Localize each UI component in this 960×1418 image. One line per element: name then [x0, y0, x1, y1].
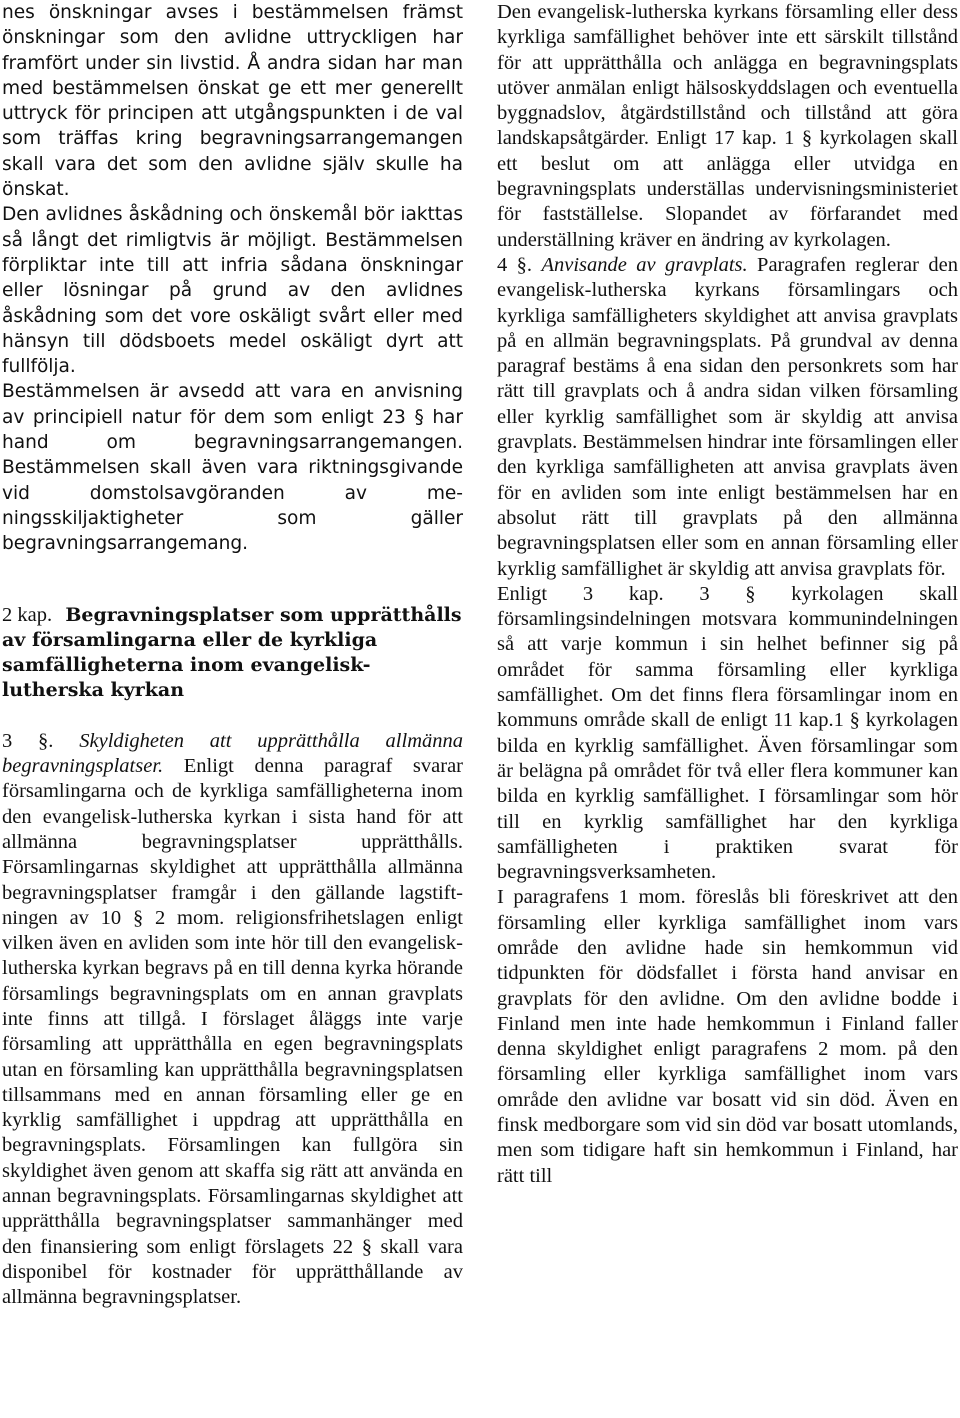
paragraph-parish-division: Enligt 3 kap. 3 § kyrkolagen skall församlingsindelningen motsvara kommunindelningen så att varje kommun i sin helhet befinner sig på området för samma församling eller kyrkliga samfällighet. Om det finns flera församlingar inom en kommuns område skall de enligt 11 kap.1 § kyrkolagen bilda en kyrklig samfällighet. Även församlingar som är belägna på området för två eller flera kommuner kan bilda en kyrklig samfällighet. I församlingar som hör till en kyrklig samfällighet har den kyrkliga samfälligheten i praktiken svarat för begravningsverksamheten. [497, 582, 958, 884]
section-3-title: Skyldigheten att upprätthålla allmänna begravningsplatser. [2, 729, 463, 778]
section-4-body: Paragrafen reglerar den evangelisk-lutherska kyrkans församlingars och kyrkliga samfälligheters skyldighet att anvisa gravplats på en allmän begravningsplats. På grundval av denna paragraf bestäms å ena sidan den personkrets som har rätt till gravplats och å andra sidan vilken församling eller kyrklig samfällighet som är skyldig att anvisa gravplats. Bestämmelsen hindrar inte församlingen eller den kyrkliga samfälligheten att anvisa gravplats även för en avliden som inte enligt bestämmelsen har en absolut rätt till gravplats på den allmänna begravningsplatsen eller som en annan församling eller kyrklig samfällighet är skyldig att anvisa gravplats för. [497, 253, 958, 580]
section-3-body: Enligt denna paragraf svarar församlingarna och de kyrkliga samfälligheterna inom den evangelisk-lutherska kyrkan i sista hand för att allmänna begravningsplatser upprätthålls. Församlingarnas skyldighet att upprätthålla allmänna begravningsplatser framgår i den gällande lagstiftningen av 10 § 2 mom. religionsfrihetslagen enligt vilken även en avliden som inte hör till den evangelisk-lutherska kyrkan begravs på en till denna kyrka hörande församlings begravningsplats om en annan gravplats inte finns att tillgå. I förslaget åläggs inte varje församling att upprätthålla en egen begravningsplats utan en församling kan upprätthålla begravningsplatsen tillsammans med en annan församling eller ge en kyrklig samfällighet i uppdrag att upprätthålla en begravningsplats. Församlingen kan fullgöra sin skyldighet även genom att skaffa sig rätt att använda en annan begravningsplats. Församlingarnas skyldighet att upprätthålla begravningsplatser sammanhänger med den finansiering som enligt förslagets 22 § skall vara disponibel för kostnader för upprätthållande av allmänna begravningsplatser. [2, 755, 463, 1309]
paragraph-deceased-wishes: Den avlidnes åskådning och önskemål bör iakttas så långt det rimligtvis är möjligt. Bestämmelsen förpliktar inte till att infria sådаna önskningar eller lösningar på grund av den avlidnes åskådning som det vore oskäligt svårt eller med hänsyn till dödsboets medel oskäligt dyrt att fullfölja. [2, 204, 463, 378]
section-3-number: 3 §. [2, 729, 54, 752]
right-column [497, 0, 958, 1189]
paragraph-intro-continuation: nes önskningar avses i bestämmelsen främst önskningar som den avlidne uttryckligen har framfört under sin livstid. Å andra sidan har man med bestämmelsen önskat ge ett mer generellt uttryck för principen att utgångspunkten i de val som träffas kring begravningsarrangemangen skall vara det som den avlidne själv skulle ha önskat. [2, 2, 463, 201]
section-3 [2, 729, 463, 1311]
chapter-title: Begravningsplatser som upprätthålls av församlingarna eller de kyrkliga samfälligheterna inom evangelisk-lutherska kyrkan [2, 603, 462, 702]
chapter-number: 2 kap. [2, 603, 53, 626]
section-4-number: 4 §. [497, 253, 533, 276]
paragraph-permits: Den evangelisk-lutherska kyrkans församling eller dess kyrkliga samfällighet behöver inte ett särskilt tillstånd för att upprätthålla och anlägga en begravningsplats utöver anmälan enligt hälsoskyddslagen och eventuella byggnadslov, åtgärdstillstånd och tillstånd att göra landskapsåtgärder. Enligt 17 kap. 1 § kyrkolagen skall ett beslut om att anlägga eller utvidga en begravningsplats underställas undervisningsministeriet för fastställelse. Slopandet av förfarandet med underställning kräver en ändring av kyrkolagen. [497, 1, 958, 251]
left-column [2, 0, 463, 1311]
paragraph-guidance: Bestämmelsen är avsedd att vara en anvisning av principiell natur för dem som enligt 23 § har hand om begravningsarrangemangen. Bestämmelsen skall även vara riktningsgivande vid domstolsavgöranden av meningsskiljaktigheter som gäller begravningsarrangemang. [2, 381, 463, 555]
section-4 [497, 253, 958, 582]
chapter-heading [2, 603, 463, 704]
section-4-title: Anvisande av gravplats. [541, 253, 748, 276]
paragraph-moment-1: I paragrafens 1 mom. föreslås bli föreskrivet att den församling eller kyrkliga samfällighet inom vars område den avlidne hade sin hemkommun vid tidpunkten för dödsfallet i första hand anvisar en gravplats för den avlidne. Om den avlidne bodde i Finland men inte hade hemkommun i Finland faller denna skyldighet enligt paragrafens 2 mom. på den församling eller kyrkliga samfällighet inom vars område den avlidne var bosatt vid sin död. Även en finsk medborgare som vid sin död var bosatt utomlands, men som tidigare haft sin hemkommun i Finland, har rätt till [497, 886, 958, 1187]
